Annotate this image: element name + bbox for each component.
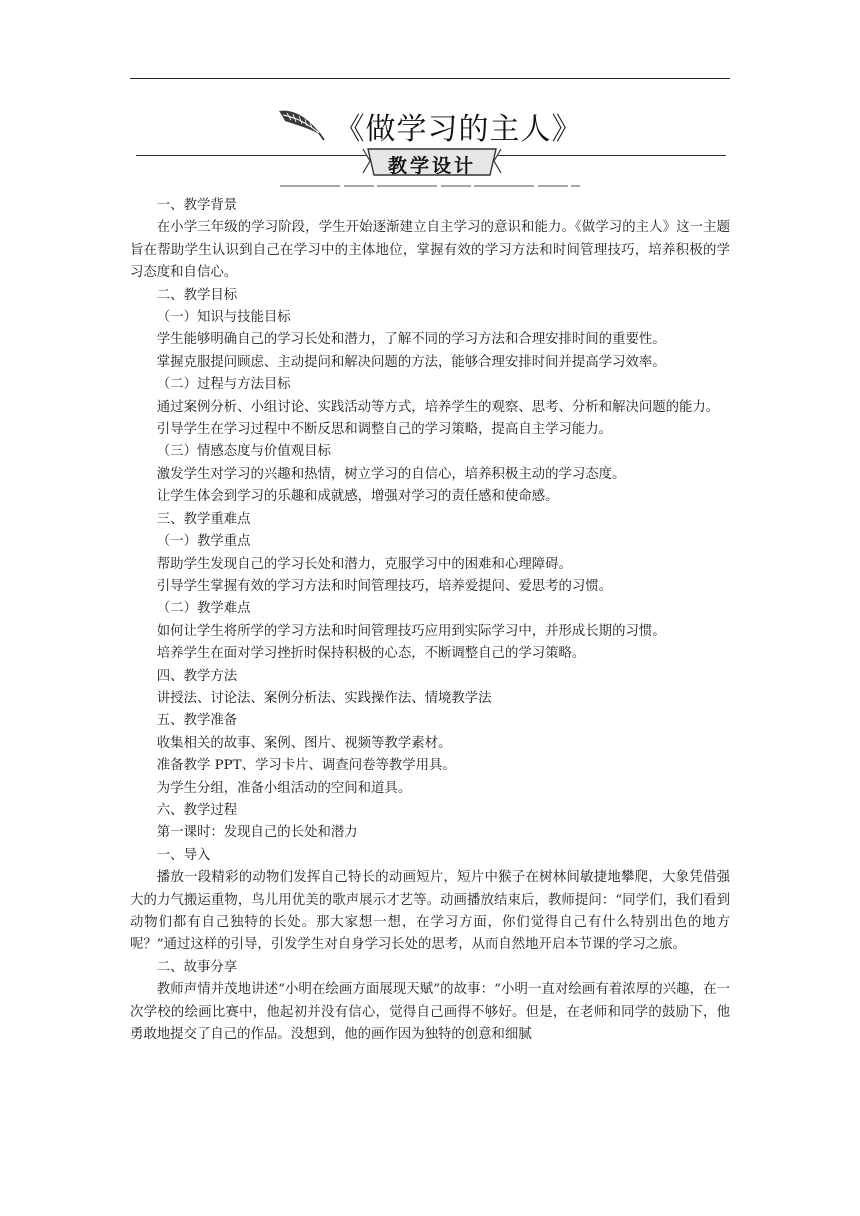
subheading: 二、故事分享 bbox=[156, 959, 238, 975]
paragraph: 准备教学 PPT、学习卡片、调查问卷等教学用具。 bbox=[156, 758, 456, 774]
title-row bbox=[130, 104, 730, 148]
paragraph: 培养学生在面对学习挫折时保持积极的心态，不断调整自己的学习策略。 bbox=[156, 646, 586, 662]
heading-objectives: 二、教学目标 bbox=[156, 287, 238, 303]
subheading: 第一课时：发现自己的长处和潜力 bbox=[156, 825, 358, 841]
paragraph: 教师声情并茂地讲述“小明在绘画方面展现天赋”的故事：“小明一直对绘画有着浓厚的兴趣，在一次学校的绘画比赛中，他起初并没有信心，觉得自己画得不够好。但是，在老师和同学的鼓励下，他勇敢地提交了自己的作品。没想到，他的画作因为独特的创意和细腻 bbox=[130, 982, 730, 1043]
paragraph: 引导学生在学习过程中不断反思和调整自己的学习策略，提高自主学习能力。 bbox=[156, 422, 613, 438]
paragraph: 在小学三年级的学习阶段，学生开始逐渐建立自主学习的意识和能力。《做学习的主人》这一主题旨在帮助学生认识到自己在学习中的主体地位，掌握有效的学习方法和时间管理技巧，培养积极的学习态度和自信心。 bbox=[130, 220, 730, 281]
paragraph: 讲授法、讨论法、案例分析法、实践操作法、情境教学法 bbox=[156, 690, 492, 706]
heading-methods: 四、教学方法 bbox=[156, 668, 238, 684]
paragraph: 如何让学生将所学的学习方法和时间管理技巧应用到实际学习中，并形成长期的习惯。 bbox=[156, 623, 666, 639]
paragraph: 引导学生掌握有效的学习方法和时间管理技巧，培养爱提问、爱思考的习惯。 bbox=[156, 578, 613, 594]
paragraph: 帮助学生发现自己的学习长处和潜力，克服学习中的困难和心理障碍。 bbox=[156, 556, 572, 572]
heading-process: 六、教学过程 bbox=[156, 802, 238, 818]
banner-label: 教学设计 bbox=[387, 155, 476, 177]
paragraph: 通过案例分析、小组讨论、实践活动等方式，培养学生的观察、思考、分析和解决问题的能力。 bbox=[156, 399, 720, 415]
subheading: （三）情感态度与价值观目标 bbox=[156, 444, 331, 460]
paragraph: 播放一段精彩的动物们发挥自己特长的动画短片，短片中猴子在树林间敏捷地攀爬，大象凭借强大的力气搬运重物，鸟儿用优美的歌声展示才艺等。动画播放结束后，教师提问：“同学们，我们看到动物们都有自己独特的长处。那大家想一想，在学习方面，你们觉得自己有什么特别出色的地方呢？”通过这样的引导，引发学生对自身学习长处的思考，从而自然地开启本节课的学习之旅。 bbox=[130, 870, 730, 953]
heading-background: 一、教学背景 bbox=[156, 198, 238, 213]
document-title: 《做学习的主人》 bbox=[334, 112, 583, 147]
subheading: （二）过程与方法目标 bbox=[156, 377, 291, 393]
subheading: （二）教学难点 bbox=[156, 601, 251, 617]
banner-shadow-line bbox=[280, 184, 580, 188]
document-header bbox=[130, 96, 730, 196]
quill-pen-icon bbox=[277, 107, 325, 145]
paragraph: 为学生分组，准备小组活动的空间和道具。 bbox=[156, 780, 412, 796]
section-banner bbox=[362, 147, 502, 177]
heading-key-points: 三、教学重难点 bbox=[156, 511, 251, 527]
paragraph: 掌握克服提问顾虑、主动提问和解决问题的方法，能够合理安排时间并提高学习效率。 bbox=[156, 354, 666, 370]
paragraph: 收集相关的故事、案例、图片、视频等教学素材。 bbox=[156, 735, 452, 751]
subheading: （一）教学重点 bbox=[156, 534, 251, 550]
paragraph: 激发学生对学习的兴趣和热情，树立学习的自信心，培养积极主动的学习态度。 bbox=[156, 466, 626, 482]
top-rule bbox=[130, 78, 730, 79]
banner-right-line bbox=[498, 155, 726, 156]
document-body bbox=[130, 195, 730, 1046]
banner-left-line bbox=[136, 155, 366, 156]
paragraph: 学生能够明确自己的学习长处和潜力，了解不同的学习方法和合理安排时间的重要性。 bbox=[156, 332, 666, 348]
subheading: （一）知识与技能目标 bbox=[156, 310, 291, 326]
heading-preparation: 五、教学准备 bbox=[156, 713, 238, 729]
subheading: 一、导入 bbox=[156, 847, 211, 863]
paragraph: 让学生体会到学习的乐趣和成就感，增强对学习的责任感和使命感。 bbox=[156, 489, 559, 505]
